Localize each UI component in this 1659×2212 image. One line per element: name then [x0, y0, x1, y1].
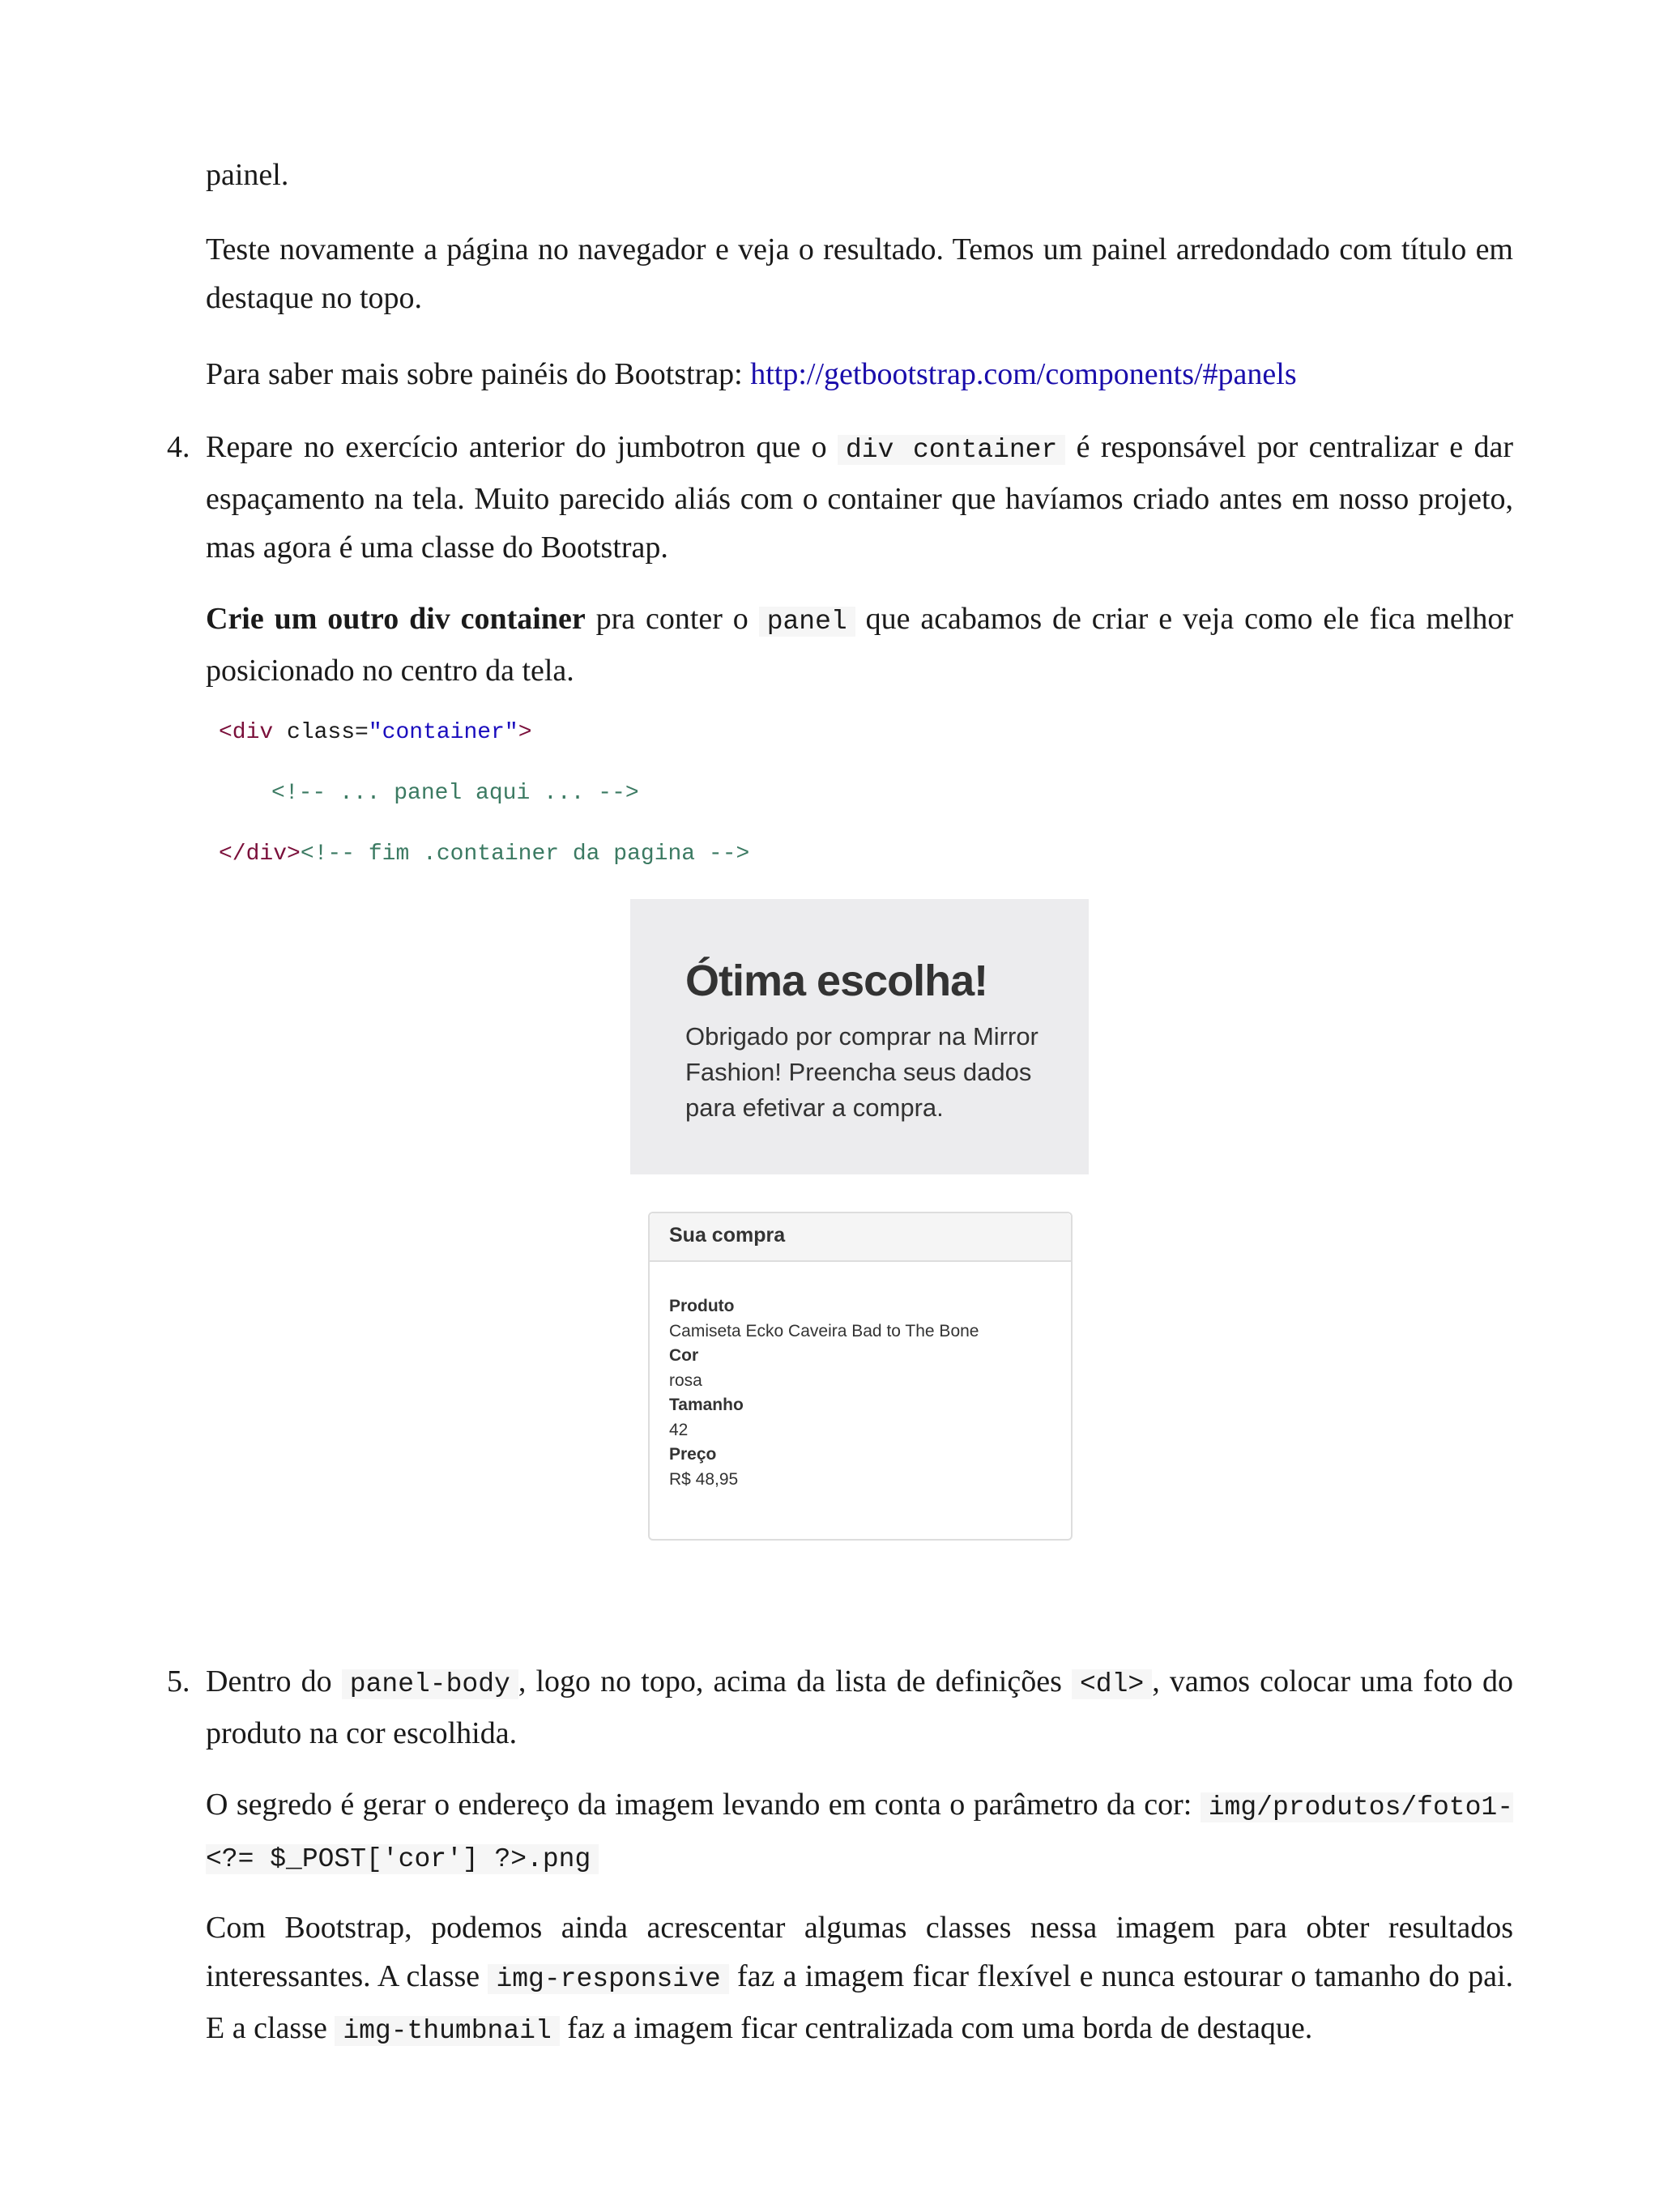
- paragraph-bootstrap-classes: [206, 1903, 1513, 2056]
- code-panel: panel: [759, 607, 855, 637]
- bs-text-a: Com Bootstrap, podemos ainda acrescentar algumas classes nessa imagem para obter resultados interessantes. A classe: [206, 1911, 1513, 1993]
- code-comment: <!-- ... panel aqui ... -->: [271, 781, 639, 806]
- list-number-4: 4.: [167, 430, 190, 464]
- item4-text-c: pra conter o: [585, 602, 759, 636]
- dt-cor: Cor: [669, 1346, 699, 1365]
- dt-tamanho: Tamanho: [669, 1396, 744, 1414]
- dd-tamanho: 42: [669, 1420, 689, 1439]
- purchase-panel: [648, 1212, 1073, 1541]
- dd-cor: rosa: [669, 1370, 702, 1390]
- jumbotron-screenshot: [630, 899, 1089, 1174]
- paragraph-item4: [206, 423, 1513, 572]
- dt-produto: Produto: [669, 1297, 735, 1315]
- list-number-5: 5.: [167, 1664, 190, 1698]
- panel-heading-title: Sua compra: [669, 1224, 786, 1247]
- code-tag: <div: [219, 720, 274, 745]
- code-tag-end: >: [518, 720, 532, 745]
- code-div-container: div container: [838, 435, 1065, 465]
- code-img-thumbnail: img-thumbnail: [335, 2016, 559, 2046]
- definition-list: [669, 1294, 979, 1492]
- item4-text-b: é responsável por centralizar e dar espaçamento na tela. Muito parecido aliás com o container que havíamos criado antes em nosso projeto, mas agora é uma classe do Bootstrap.: [206, 430, 1513, 565]
- code-dl: <dl>: [1072, 1669, 1152, 1699]
- code-img-path: img/produtos/foto1-<?= $_POST['cor'] ?>.png: [206, 1792, 1513, 1874]
- bootstrap-panels-link[interactable]: http://getbootstrap.com/components/#panels: [750, 357, 1297, 391]
- jumbotron-text: Obrigado por comprar na Mirror Fashion! Preencha seus dados para efetivar a compra.: [685, 1022, 1038, 1122]
- code-close-tag: </div>: [219, 842, 301, 867]
- code-line-2: [271, 778, 639, 810]
- item4-text-d: que acabamos de criar e veja como ele fica melhor posicionado no centro da tela.: [206, 602, 1513, 688]
- paragraph-crie: [206, 595, 1513, 695]
- item5-text-c: , vamos colocar uma foto do produto na cor escolhida.: [206, 1664, 1513, 1750]
- dt-preco: Preço: [669, 1445, 717, 1464]
- code-line-3: [219, 838, 749, 871]
- paragraph-painel: painel.: [206, 158, 289, 192]
- bold-crie: Crie um outro div container: [206, 602, 586, 636]
- code-string: "container": [368, 720, 518, 745]
- item5-text-a: Dentro do: [206, 1664, 342, 1698]
- panel-heading: [650, 1213, 1071, 1262]
- dd-produto: Camiseta Ecko Caveira Bad to The Bone: [669, 1321, 979, 1340]
- code-line-1: [219, 717, 532, 749]
- item4-text-a: Repare no exercício anterior do jumbotron que o: [206, 430, 838, 464]
- paragraph-saber-mais: [206, 350, 1513, 399]
- segredo-text: O segredo é gerar o endereço da imagem levando em conta o parâmetro da cor:: [206, 1788, 1201, 1822]
- jumbotron-title: Ótima escolha!: [685, 957, 988, 1005]
- code-attr: class=: [273, 720, 369, 745]
- paragraph-segredo: [206, 1780, 1513, 1884]
- item5-text-b: , logo no topo, acima da lista de definições: [518, 1664, 1072, 1698]
- code-img-responsive: img-responsive: [488, 1964, 728, 1994]
- paragraph-item5: [206, 1657, 1513, 1758]
- code-comment-end: <!-- fim .container da pagina -->: [300, 842, 750, 867]
- saber-prefix: Para saber mais sobre painéis do Bootstrap:: [206, 357, 751, 391]
- bs-text-b: faz a imagem ficar flexível e nunca estourar o tamanho do pai. E a classe: [206, 1959, 1514, 2045]
- dd-preco: R$ 48,95: [669, 1469, 739, 1489]
- bs-text-c: faz a imagem ficar centralizada com uma borda de destaque.: [559, 2011, 1313, 2045]
- paragraph-teste: Teste novamente a página no navegador e veja o resultado. Temos um painel arredondado com título em destaque no topo.: [206, 232, 1513, 315]
- code-panel-body: panel-body: [342, 1669, 518, 1699]
